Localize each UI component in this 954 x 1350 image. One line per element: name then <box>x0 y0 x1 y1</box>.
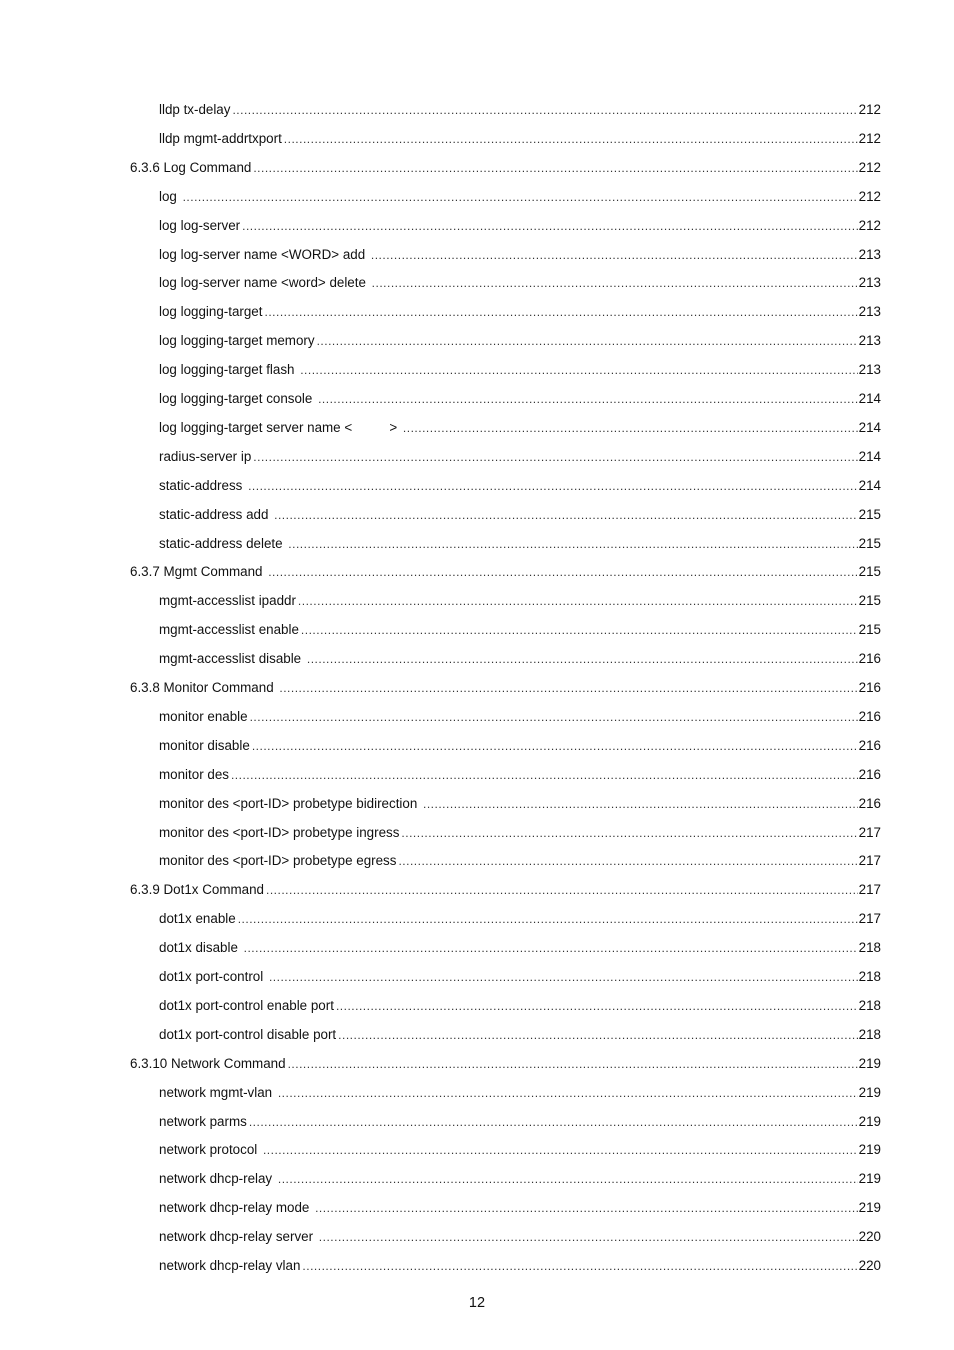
toc-entry[interactable] <box>159 1246 881 1274</box>
toc-entry[interactable] <box>159 495 881 523</box>
toc-entry[interactable] <box>159 466 881 494</box>
toc-entry[interactable] <box>159 437 881 465</box>
toc-entry-page: 213 <box>858 304 881 320</box>
toc-entry-page: 214 <box>858 419 881 435</box>
toc-section-entry[interactable] <box>130 870 881 898</box>
toc-entry[interactable] <box>159 986 881 1014</box>
toc-dot-leader <box>232 102 857 118</box>
toc-entry-page: 219 <box>858 1171 881 1187</box>
toc-entry-page: 219 <box>858 1142 881 1158</box>
toc-dot-leader <box>319 1229 858 1245</box>
toc-dot-leader <box>264 304 857 320</box>
toc-entry-page: 214 <box>858 448 881 464</box>
toc-entry-title: monitor des <port-ID> probetype ingress <box>159 824 400 840</box>
toc-dot-leader <box>268 564 857 580</box>
toc-entry-page: 216 <box>858 737 881 753</box>
toc-dot-leader <box>263 1142 858 1158</box>
toc-dot-leader <box>278 1085 858 1101</box>
toc-entry[interactable] <box>159 581 881 609</box>
toc-dot-leader <box>231 767 858 783</box>
toc-entry-title: dot1x enable <box>159 911 236 927</box>
toc-entry-page: 219 <box>858 1084 881 1100</box>
toc-entry-page: 216 <box>858 795 881 811</box>
toc-entry-title: 6.3.6 Log Command <box>130 159 252 175</box>
toc-entry-title: lldp tx-delay <box>159 102 231 117</box>
toc-entry-page: 218 <box>858 997 881 1013</box>
toc-entry-title: monitor disable <box>159 737 250 753</box>
toc-entry-title: network protocol <box>159 1142 261 1158</box>
toc-entry[interactable] <box>159 90 881 118</box>
toc-entry-page: 216 <box>858 708 881 724</box>
toc-entry-title: log logging-target memory <box>159 333 315 349</box>
toc-entry-title: static-address <box>159 477 247 493</box>
toc-entry-title: network dhcp-relay <box>159 1171 276 1187</box>
toc-dot-leader <box>266 882 858 898</box>
toc-dot-leader <box>317 333 858 349</box>
toc-entry[interactable] <box>159 639 881 667</box>
toc-entry[interactable] <box>159 321 881 349</box>
toc-entry-title: 6.3.8 Monitor Command <box>130 680 278 695</box>
toc-entry-title: dot1x port-control <box>159 969 267 984</box>
toc-dot-leader <box>278 1171 858 1187</box>
toc-entry-title: log log-server name <WORD> add <box>159 246 369 262</box>
toc-entry-page: 212 <box>858 130 881 146</box>
toc-entry-page: 214 <box>858 477 881 493</box>
toc-entry[interactable] <box>159 1015 881 1043</box>
toc-entry-page: 219 <box>858 1113 881 1129</box>
toc-entry-title: 6.3.10 Network Command <box>130 1055 286 1071</box>
toc-dot-leader <box>274 507 858 523</box>
toc-entry-page: 218 <box>858 940 881 956</box>
toc-entry-title: log logging-target <box>159 304 263 320</box>
toc-entry-title: mgmt-accesslist enable <box>159 622 299 638</box>
toc-dot-leader <box>315 1200 858 1216</box>
toc-entry-title: log log-server <box>159 217 241 233</box>
toc-dot-leader <box>242 218 858 234</box>
toc-entry-page: 217 <box>858 824 881 840</box>
toc-entry[interactable] <box>159 408 881 436</box>
toc-entry[interactable] <box>159 263 881 291</box>
toc-entry-page: 215 <box>858 593 881 609</box>
toc-entry-title: log logging-target flash <box>159 362 299 378</box>
toc-dot-leader <box>300 362 857 378</box>
toc-section-entry[interactable] <box>130 552 881 580</box>
toc-entry-page: 215 <box>858 535 881 551</box>
toc-dot-leader <box>288 536 857 552</box>
toc-entry[interactable] <box>159 1159 881 1187</box>
toc-entry-title: log log-server name <word> delete <box>159 275 370 291</box>
toc-dot-leader <box>401 825 857 841</box>
toc-entry-title: monitor des <port-ID> probetype egress <box>159 853 397 869</box>
toc-entry-title: mgmt-accesslist ipaddr <box>159 593 296 609</box>
toc-entry-title: monitor enable <box>159 708 248 724</box>
toc-entry-title: static-address add <box>159 506 273 522</box>
toc-entry-page: 216 <box>858 651 881 667</box>
toc-entry[interactable] <box>159 755 881 783</box>
toc-entry-title: mgmt-accesslist disable <box>159 651 305 667</box>
toc-dot-leader <box>253 449 857 465</box>
toc-entry[interactable] <box>159 1130 881 1158</box>
toc-dot-leader <box>269 969 858 985</box>
toc-entry[interactable] <box>159 524 881 552</box>
toc-dot-leader <box>307 651 858 667</box>
toc-dot-leader <box>298 593 858 609</box>
toc-entry-title: dot1x disable <box>159 940 242 956</box>
toc-dot-leader <box>279 680 857 696</box>
toc-entry-title: network mgmt-vlan <box>159 1084 276 1100</box>
toc-dot-leader <box>252 738 858 754</box>
toc-dot-leader <box>244 940 858 956</box>
toc-entry-page: 213 <box>858 333 881 349</box>
toc-dot-leader <box>403 420 858 436</box>
toc-dot-leader <box>398 853 857 869</box>
toc-entry-page: 215 <box>858 564 881 580</box>
toc-entry-page: 220 <box>858 1229 881 1245</box>
toc-entry-title: log logging-target console <box>159 391 317 406</box>
toc-entry-page: 212 <box>858 159 881 175</box>
toc-dot-leader <box>288 1056 858 1072</box>
toc-dot-leader <box>183 189 858 205</box>
toc-entry-page: 215 <box>858 622 881 638</box>
toc-entry-page: 218 <box>858 969 881 984</box>
toc-dot-leader <box>284 131 858 147</box>
toc-entry-page: 217 <box>858 911 881 927</box>
toc-entry-title: static-address delete <box>159 535 287 551</box>
toc-dot-leader <box>423 796 858 812</box>
toc-entry-title: network dhcp-relay server <box>159 1229 317 1245</box>
toc-entry[interactable] <box>159 119 881 147</box>
toc-entry[interactable] <box>159 1217 881 1245</box>
toc-entry-page: 219 <box>858 1055 881 1071</box>
toc-dot-leader <box>250 709 858 725</box>
toc-entry-page: 218 <box>858 1026 881 1042</box>
toc-entry[interactable] <box>159 841 881 869</box>
toc-entry-page: 219 <box>858 1200 881 1216</box>
toc-section-entry[interactable] <box>130 668 881 696</box>
toc-entry-page: 213 <box>858 246 881 262</box>
toc-entry-title: 6.3.7 Mgmt Command <box>130 564 267 580</box>
page-number: 12 <box>468 1295 486 1311</box>
toc-entry-title: 6.3.9 Dot1x Command <box>130 882 264 898</box>
toc-dot-leader <box>302 1258 857 1274</box>
toc-dot-leader <box>371 247 858 263</box>
toc-entry-page: 215 <box>858 506 881 522</box>
toc-entry-title: lldp mgmt-addrtxport <box>159 130 282 146</box>
toc-section-entry[interactable] <box>130 148 881 176</box>
toc-entry[interactable] <box>159 899 881 927</box>
toc-entry-title: network parms <box>159 1113 247 1129</box>
toc-entry-title: dot1x port-control disable port <box>159 1026 337 1042</box>
toc-entry[interactable] <box>159 350 881 378</box>
toc-dot-leader <box>336 998 858 1014</box>
toc-entry[interactable] <box>159 206 881 234</box>
toc-dot-leader <box>338 1027 858 1043</box>
toc-entry-page: 213 <box>858 362 881 378</box>
toc-entry-title: log logging-target server name < > <box>159 419 401 435</box>
toc-entry[interactable] <box>159 1188 881 1216</box>
toc-entry-title: log <box>159 188 181 204</box>
toc-entry-page: 217 <box>858 882 881 898</box>
toc-entry-title: monitor des <box>159 766 229 782</box>
toc-entry-page: 214 <box>858 391 881 406</box>
toc-entry[interactable] <box>159 1102 881 1130</box>
toc-entry-page: 213 <box>858 275 881 291</box>
toc-entry-title: radius-server ip <box>159 448 252 464</box>
toc-entry-page: 216 <box>858 680 881 695</box>
toc-entry[interactable] <box>159 177 881 205</box>
toc-entry[interactable] <box>159 784 881 812</box>
toc-entry[interactable] <box>159 1073 881 1101</box>
toc-entry-page: 216 <box>858 766 881 782</box>
toc-entry-title: monitor des <port-ID> probetype bidirection <box>159 795 422 811</box>
toc-entry[interactable] <box>159 813 881 841</box>
toc-dot-leader <box>372 275 858 291</box>
toc-entry[interactable] <box>159 957 881 985</box>
toc-dot-leader <box>249 1114 858 1130</box>
toc-entry-title: dot1x port-control enable port <box>159 997 334 1013</box>
toc-entry-page: 220 <box>858 1258 881 1273</box>
toc-entry[interactable] <box>159 928 881 956</box>
toc-entry-page: 212 <box>858 188 881 204</box>
toc-dot-leader <box>238 911 858 927</box>
toc-dot-leader <box>253 160 857 176</box>
toc-entry[interactable] <box>159 697 881 725</box>
toc-dot-leader <box>301 622 858 638</box>
toc-entry[interactable] <box>159 610 881 638</box>
toc-entry-title: network dhcp-relay mode <box>159 1200 314 1216</box>
toc-entry-page: 212 <box>858 217 881 233</box>
toc-entry[interactable] <box>159 292 881 320</box>
toc-dot-leader <box>318 391 858 407</box>
toc-entry-page: 217 <box>858 853 881 869</box>
toc-entry-page: 212 <box>858 102 881 117</box>
toc-dot-leader <box>248 478 858 494</box>
toc-entry[interactable] <box>159 235 881 263</box>
toc-entry-title: network dhcp-relay vlan <box>159 1258 301 1273</box>
toc-entry[interactable] <box>159 379 881 407</box>
toc-section-entry[interactable] <box>130 1044 881 1072</box>
toc-entry[interactable] <box>159 726 881 754</box>
